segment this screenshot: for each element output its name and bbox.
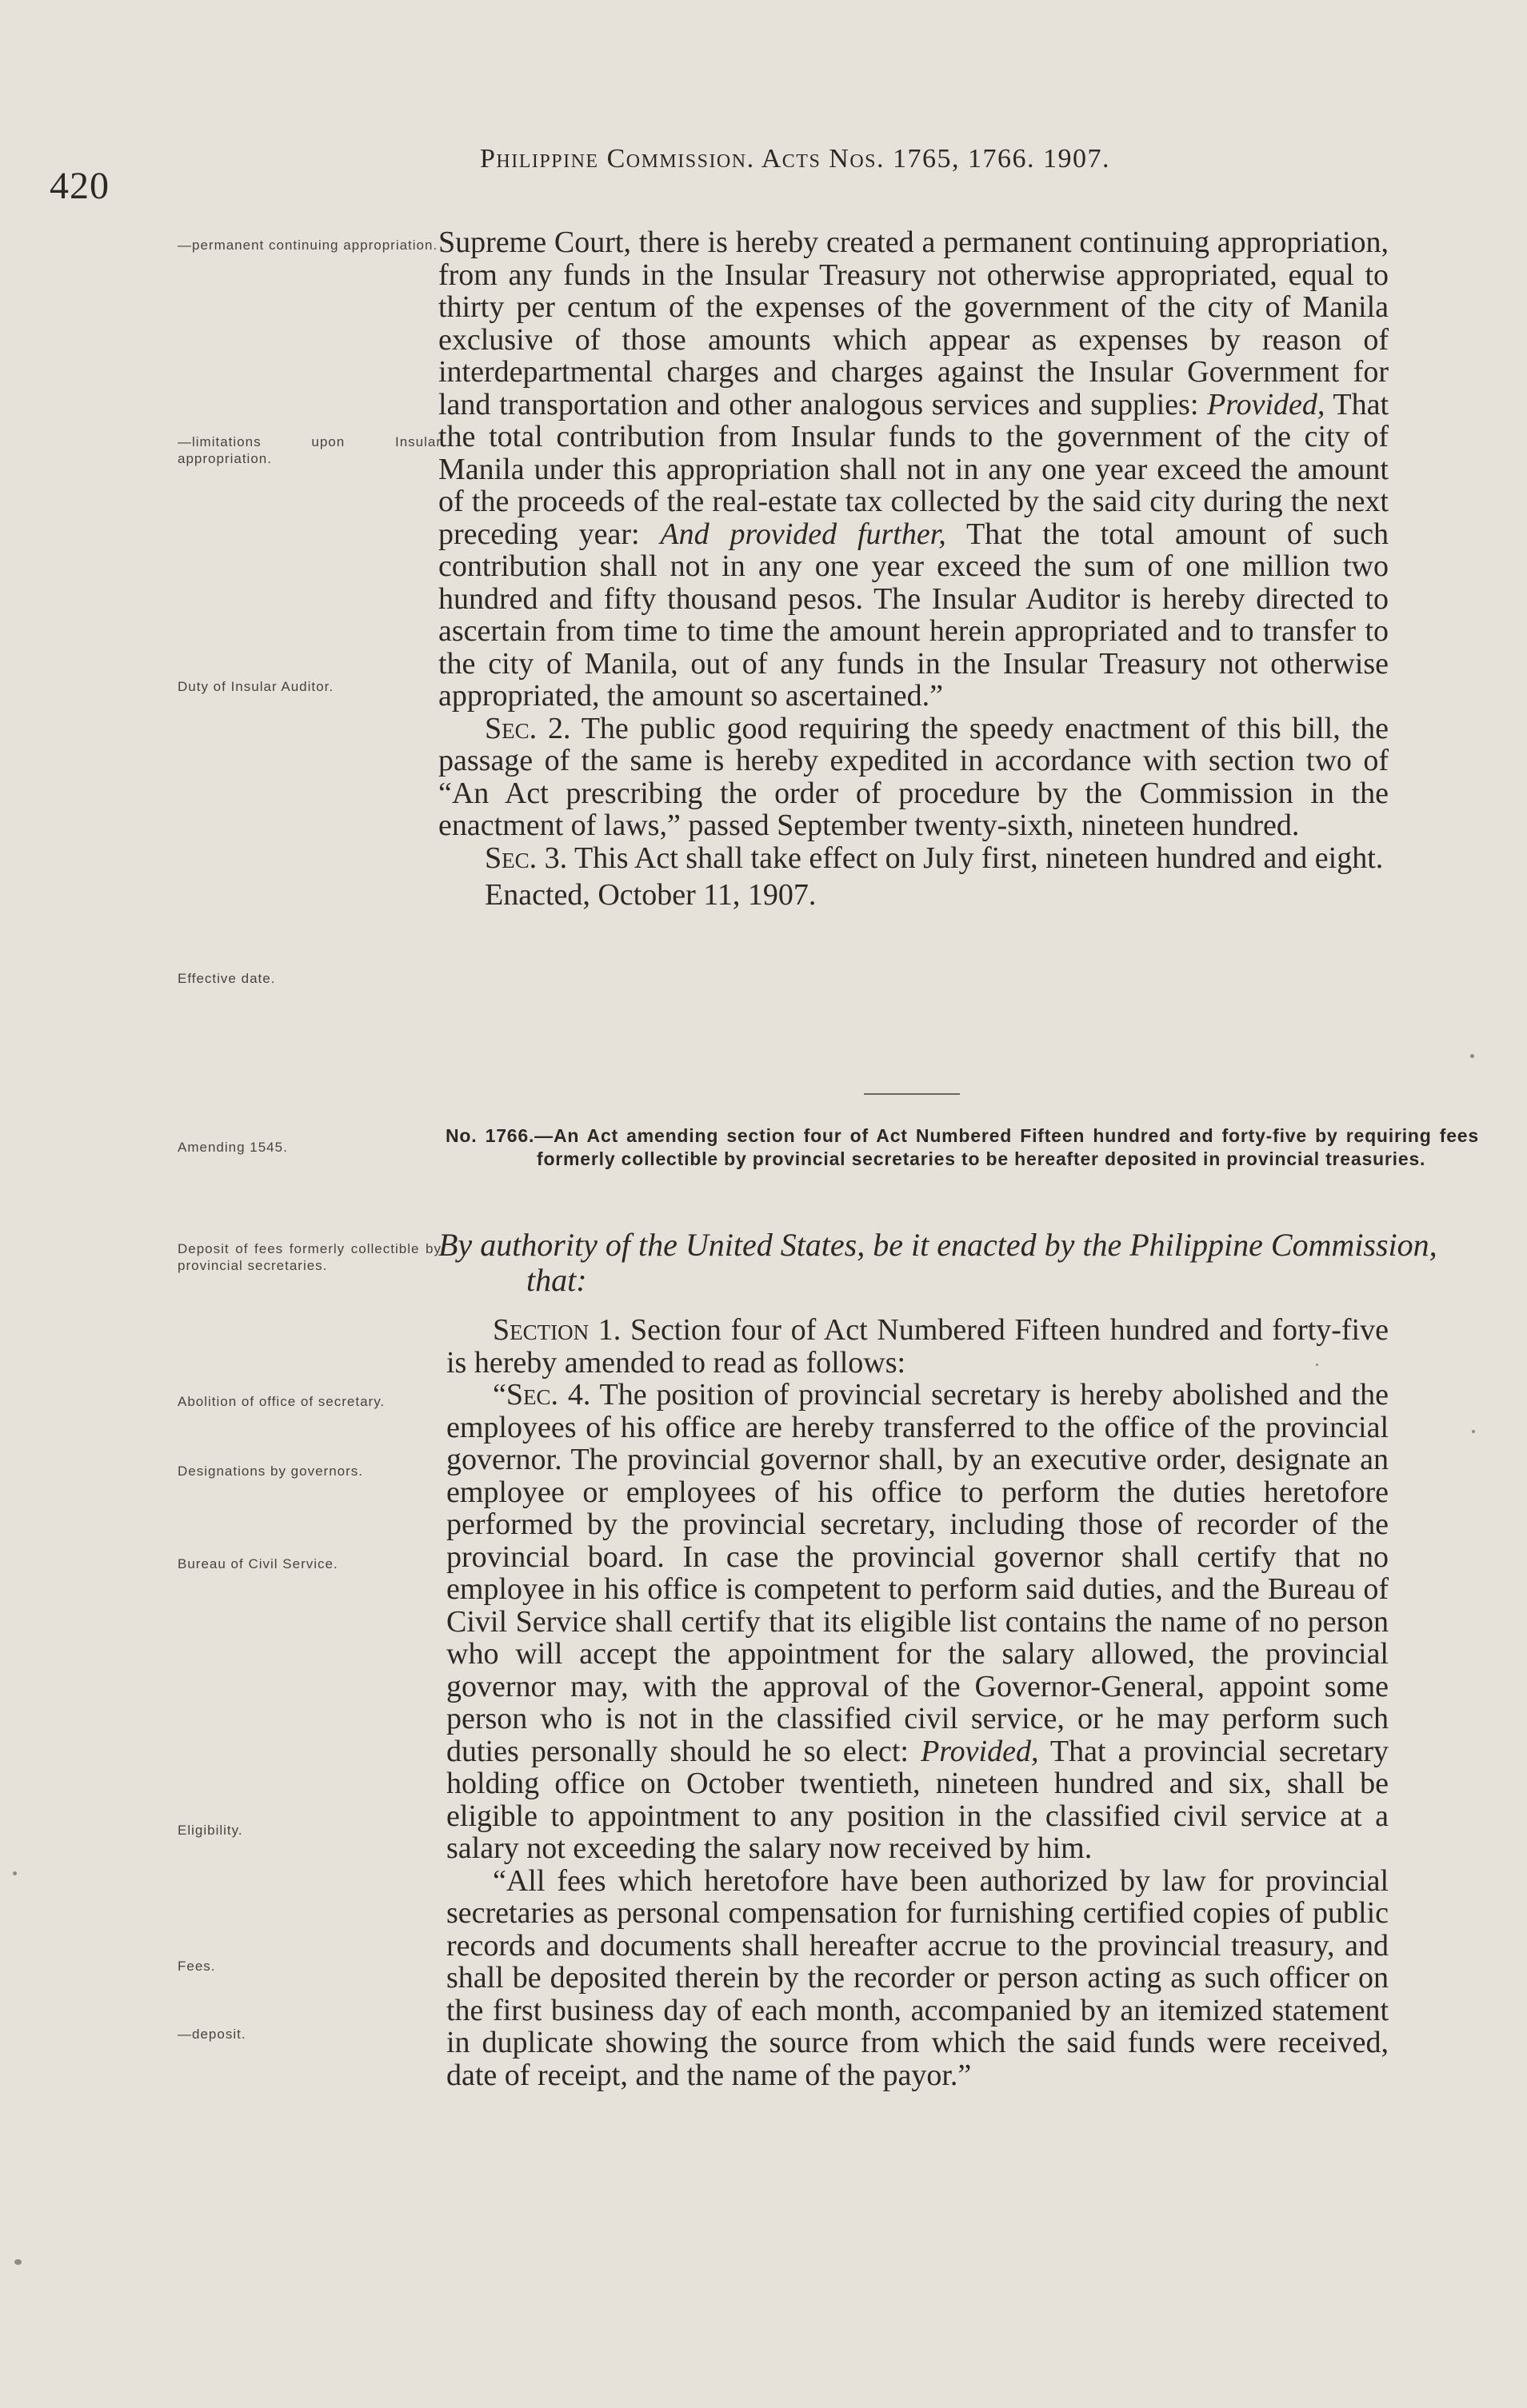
margin-note-fees: Fees. <box>178 1959 216 1974</box>
scan-speck <box>1470 1054 1474 1058</box>
margin-note-permanent-appropriation: —permanent continuing appropriation. <box>178 238 438 253</box>
sec-3-text: This Act shall take effect on July first, nineteen hundred and eight. <box>567 841 1384 875</box>
section-1-label: Section 1. <box>493 1313 622 1347</box>
sec-2-label: Sec. 2. <box>485 711 571 745</box>
act-1766-text <box>446 1314 1389 2091</box>
enacting-clause: By authority of the United States, be it enacted by the Philippine Commission, that: <box>438 1227 1437 1298</box>
act-1765-continuation-paragraph <box>438 226 1389 713</box>
scan-speck <box>14 2259 22 2265</box>
act-1765-text <box>438 226 1389 912</box>
sec-3-paragraph <box>438 842 1389 875</box>
section-divider-rule <box>864 1093 960 1095</box>
margin-note-abolition: Abolition of office of secretary. <box>178 1394 386 1409</box>
margin-note-limitations: —limitations upon Insular appropriation. <box>178 434 442 466</box>
margin-note-bureau-civil-service: Bureau of Civil Service. <box>178 1556 338 1571</box>
sec-4-label: Sec. 4. <box>506 1378 591 1412</box>
margin-note-effective-date: Effective date. <box>178 971 276 986</box>
margin-note-eligibility: Eligibility. <box>178 1823 243 1838</box>
continuation-text-2: That the total contribution from Insular funds to the government of the city of Manila under this appropriation shall not in any one year exceed the amount of the proceeds of the real-estate tax collected by the said city during the next preceding year: <box>438 387 1389 551</box>
act-1766-title: No. 1766.—An Act amending section four of Act Numbered Fifteen hundred and forty-five by requiring fees formerly collectible by provincial secretaries to be hereafter deposited in provincial treasuries. <box>446 1125 1479 1169</box>
section-1-paragraph <box>446 1314 1389 1379</box>
sec-2-paragraph <box>438 713 1389 842</box>
scan-speck <box>13 1871 17 1875</box>
sec-4-provided: Provided, <box>921 1734 1039 1768</box>
sec-4-text-1: The position of provincial secretary is hereby abolished and the employees of his office are hereby transferred to the office of the provincial governor. The provincial governor shall, by an executive order, designate an employee or employees of his office to perform the duties heretofore performed by the provincial secretary, including those of recorder of the provincial board. In case the provincial governor shall certify that no employee in his office is competent to perform said duties, and the Bureau of Civil Service shall certify that its eligible list contains the name of no person who will accept the appointment for the salary allowed, the provincial governor may, with the approval of the Governor-General, appoint some person who is not in the classified civil service, or he may perform such duties personally should he so elect: <box>446 1378 1389 1768</box>
provided-1: Provided, <box>1207 387 1325 421</box>
continuation-text-3: That the total amount of such contribution shall not in any one year exceed the sum of one million two hundred and fifty thousand pesos. The Insular Auditor is hereby directed to ascertain from time to time the amount herein appropriated and to transfer to the city of Manila, out of any funds in the Insular Treasury not otherwise appropriated, the amount so ascertained.” <box>438 517 1389 713</box>
margin-note-designations: Designations by governors. <box>178 1464 364 1479</box>
provided-2: And provided further, <box>660 517 946 551</box>
enacted-date: Enacted, October 11, 1907. <box>485 878 817 912</box>
sec-3-label: Sec. 3. <box>485 841 568 875</box>
sec-2-text: The public good requiring the speedy enactment of this bill, the passage of the same is hereby expedited in accordance with section two of “An Act prescribing the order of procedure by the Commission in the enactment of laws,” passed September twenty-sixth, nineteen hundred. <box>438 711 1389 842</box>
sec-4-text-2: That a provincial secretary holding office on October twentieth, nineteen hundred and six, shall be eligible to appointment to any position in the classified civil service at a salary not exceeding the salary now received by him. <box>446 1734 1389 1865</box>
page-number: 420 <box>50 165 110 207</box>
margin-note-deposit: —deposit. <box>178 2027 246 2042</box>
section-1-text: Section four of Act Numbered Fifteen hundred and forty-five is hereby amended to read as follows: <box>446 1313 1389 1380</box>
sec-4-paragraph <box>446 1379 1389 1865</box>
margin-note-amending: Amending 1545. <box>178 1140 288 1155</box>
fees-paragraph: “All fees which heretofore have been authorized by law for provincial secretaries as personal compensation for furnishing certified copies of public records and documents shall hereafter accrue to the provincial treasury, and shall be deposited therein by the recorder or person acting as such officer on the first business day of each month, accompanied by an itemized statement in duplicate showing the source from which the said funds were received, date of receipt, and the name of the payor.” <box>446 1863 1389 2092</box>
scan-speck <box>1472 1430 1475 1433</box>
sec-4-open-quote: “ <box>493 1378 506 1412</box>
margin-note-duty-of-auditor: Duty of Insular Auditor. <box>178 679 334 694</box>
running-head: Philippine Commission. Acts Nos. 1765, 1766. 1907. <box>480 144 1111 174</box>
scan-speck <box>1316 1364 1318 1366</box>
margin-note-deposit-of-fees: Deposit of fees formerly collectible by provincial secretaries. <box>178 1241 442 1273</box>
continuation-text-1: Supreme Court, there is hereby created a permanent continuing appropriation, from any funds in the Insular Treasury not otherwise appropriated, equal to thirty per centum of the expenses of the government of the city of Manila exclusive of those amounts which appear as expenses by reason of interdepartmental charges and charges against the Insular Government for land transportation and other analogous services and supplies: <box>438 226 1389 421</box>
